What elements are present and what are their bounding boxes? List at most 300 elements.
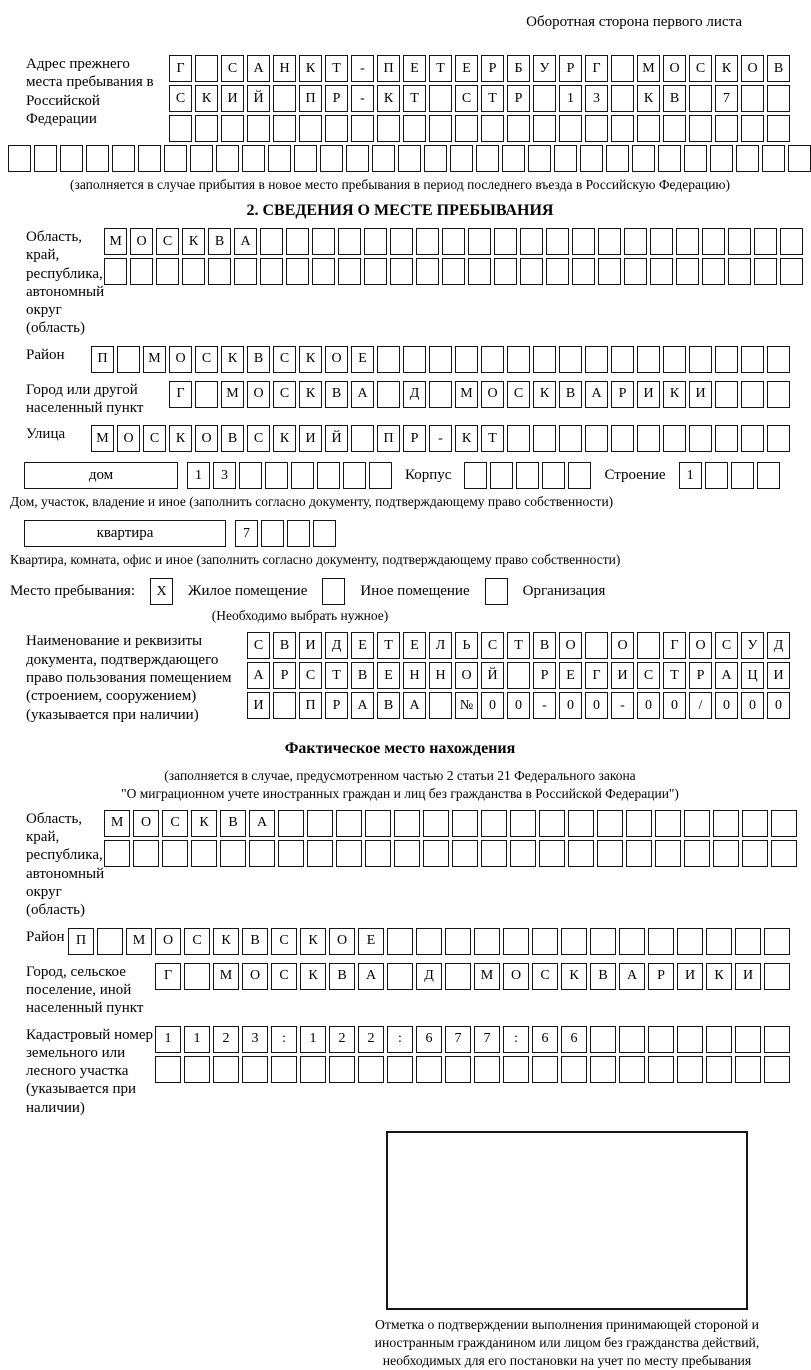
char-cell[interactable]: Е <box>351 632 374 659</box>
char-cell[interactable] <box>706 1056 732 1083</box>
char-cell[interactable]: Й <box>325 425 348 452</box>
char-cell[interactable]: К <box>299 381 322 408</box>
char-cell[interactable]: С <box>532 963 558 990</box>
char-cell[interactable]: Й <box>481 662 504 689</box>
char-cell[interactable]: Е <box>358 928 384 955</box>
char-cell[interactable]: О <box>503 963 529 990</box>
char-cell[interactable]: 3 <box>242 1026 268 1053</box>
char-cell[interactable] <box>705 462 728 489</box>
char-cell[interactable]: Ц <box>741 662 764 689</box>
char-cell[interactable]: О <box>155 928 181 955</box>
char-cell[interactable] <box>684 810 710 837</box>
char-cell[interactable] <box>503 928 529 955</box>
char-cell[interactable] <box>713 810 739 837</box>
char-cell[interactable]: А <box>585 381 608 408</box>
char-cell[interactable]: К <box>715 55 738 82</box>
char-cell[interactable] <box>637 425 660 452</box>
char-cell[interactable] <box>648 1026 674 1053</box>
char-cell[interactable] <box>191 840 217 867</box>
char-cell[interactable]: И <box>299 425 322 452</box>
char-cell[interactable]: Н <box>429 662 452 689</box>
char-cell[interactable] <box>677 1056 703 1083</box>
char-cell[interactable]: С <box>156 228 179 255</box>
char-cell[interactable] <box>452 840 478 867</box>
char-cell[interactable]: Г <box>585 662 608 689</box>
char-cell[interactable]: О <box>325 346 348 373</box>
char-cell[interactable]: 1 <box>184 1026 210 1053</box>
char-cell[interactable]: С <box>273 346 296 373</box>
char-cell[interactable] <box>507 662 530 689</box>
char-cell[interactable] <box>677 928 703 955</box>
char-cell[interactable]: С <box>162 810 188 837</box>
char-cell[interactable]: С <box>143 425 166 452</box>
char-cell[interactable]: 3 <box>213 462 236 489</box>
char-cell[interactable] <box>286 258 309 285</box>
char-cell[interactable]: 0 <box>559 692 582 719</box>
char-cell[interactable]: И <box>221 85 244 112</box>
char-cell[interactable]: О <box>689 632 712 659</box>
char-cell[interactable] <box>702 258 725 285</box>
char-cell[interactable]: Р <box>325 85 348 112</box>
char-cell[interactable] <box>771 840 797 867</box>
char-cell[interactable] <box>338 228 361 255</box>
char-cell[interactable] <box>242 1056 268 1083</box>
char-cell[interactable]: - <box>429 425 452 452</box>
char-cell[interactable] <box>387 1056 413 1083</box>
char-cell[interactable] <box>689 85 712 112</box>
char-cell[interactable] <box>220 840 246 867</box>
char-cell[interactable]: М <box>221 381 244 408</box>
char-cell[interactable]: 6 <box>532 1026 558 1053</box>
char-cell[interactable] <box>369 462 392 489</box>
char-cell[interactable]: К <box>169 425 192 452</box>
char-cell[interactable] <box>398 145 421 172</box>
char-cell[interactable]: 7 <box>715 85 738 112</box>
char-cell[interactable] <box>762 145 785 172</box>
char-cell[interactable]: Г <box>169 55 192 82</box>
char-cell[interactable]: 0 <box>637 692 660 719</box>
char-cell[interactable] <box>442 258 465 285</box>
char-cell[interactable] <box>351 425 374 452</box>
char-cell[interactable]: О <box>130 228 153 255</box>
char-cell[interactable] <box>278 840 304 867</box>
char-cell[interactable] <box>507 115 530 142</box>
char-cell[interactable]: В <box>767 55 790 82</box>
char-cell[interactable] <box>299 115 322 142</box>
char-cell[interactable]: Л <box>429 632 452 659</box>
char-cell[interactable] <box>216 145 239 172</box>
char-cell[interactable]: 7 <box>445 1026 471 1053</box>
char-cell[interactable]: В <box>590 963 616 990</box>
char-cell[interactable] <box>546 258 569 285</box>
char-cell[interactable] <box>377 346 400 373</box>
char-cell[interactable]: - <box>351 85 374 112</box>
char-cell[interactable] <box>242 145 265 172</box>
char-cell[interactable] <box>133 840 159 867</box>
char-cell[interactable]: 7 <box>235 520 258 547</box>
char-cell[interactable] <box>580 145 603 172</box>
char-cell[interactable]: В <box>273 632 296 659</box>
char-cell[interactable]: С <box>195 346 218 373</box>
char-cell[interactable] <box>741 115 764 142</box>
char-cell[interactable] <box>104 840 130 867</box>
char-cell[interactable]: С <box>299 662 322 689</box>
char-cell[interactable] <box>663 425 686 452</box>
char-cell[interactable] <box>632 145 655 172</box>
char-cell[interactable]: С <box>247 425 270 452</box>
char-cell[interactable] <box>754 228 777 255</box>
char-cell[interactable]: 2 <box>329 1026 355 1053</box>
char-cell[interactable] <box>663 115 686 142</box>
char-cell[interactable] <box>767 346 790 373</box>
char-cell[interactable] <box>260 258 283 285</box>
char-cell[interactable] <box>741 381 764 408</box>
char-cell[interactable] <box>273 115 296 142</box>
char-cell[interactable] <box>273 692 296 719</box>
char-cell[interactable] <box>387 963 413 990</box>
char-cell[interactable] <box>626 840 652 867</box>
char-cell[interactable] <box>329 1056 355 1083</box>
char-cell[interactable]: О <box>559 632 582 659</box>
char-cell[interactable] <box>676 258 699 285</box>
char-cell[interactable] <box>710 145 733 172</box>
char-cell[interactable] <box>372 145 395 172</box>
char-cell[interactable] <box>481 810 507 837</box>
char-cell[interactable] <box>533 346 556 373</box>
char-cell[interactable]: Е <box>403 632 426 659</box>
char-cell[interactable]: Г <box>585 55 608 82</box>
char-cell[interactable]: Д <box>325 632 348 659</box>
char-cell[interactable] <box>611 85 634 112</box>
char-cell[interactable]: М <box>126 928 152 955</box>
char-cell[interactable]: И <box>767 662 790 689</box>
char-cell[interactable] <box>619 1056 645 1083</box>
char-cell[interactable] <box>416 228 439 255</box>
char-cell[interactable] <box>528 145 551 172</box>
char-cell[interactable]: В <box>559 381 582 408</box>
char-cell[interactable] <box>568 840 594 867</box>
char-cell[interactable] <box>169 115 192 142</box>
char-cell[interactable] <box>597 810 623 837</box>
char-cell[interactable]: К <box>195 85 218 112</box>
char-cell[interactable]: Т <box>325 55 348 82</box>
char-cell[interactable]: С <box>271 928 297 955</box>
char-cell[interactable] <box>561 1056 587 1083</box>
char-cell[interactable] <box>365 810 391 837</box>
char-cell[interactable] <box>184 1056 210 1083</box>
char-cell[interactable] <box>539 810 565 837</box>
char-cell[interactable] <box>481 840 507 867</box>
char-cell[interactable]: 1 <box>155 1026 181 1053</box>
char-cell[interactable]: К <box>299 346 322 373</box>
char-cell[interactable] <box>650 228 673 255</box>
char-cell[interactable]: Т <box>403 85 426 112</box>
char-cell[interactable] <box>568 810 594 837</box>
char-cell[interactable] <box>394 810 420 837</box>
char-cell[interactable] <box>445 963 471 990</box>
char-cell[interactable]: И <box>735 963 761 990</box>
char-cell[interactable] <box>312 258 335 285</box>
char-cell[interactable]: 0 <box>741 692 764 719</box>
char-cell[interactable] <box>637 346 660 373</box>
char-cell[interactable]: А <box>234 228 257 255</box>
char-cell[interactable] <box>442 228 465 255</box>
char-cell[interactable]: 2 <box>358 1026 384 1053</box>
char-cell[interactable]: У <box>533 55 556 82</box>
char-cell[interactable]: Р <box>507 85 530 112</box>
char-cell[interactable]: 0 <box>481 692 504 719</box>
char-cell[interactable] <box>606 145 629 172</box>
char-cell[interactable]: К <box>706 963 732 990</box>
char-cell[interactable]: С <box>637 662 660 689</box>
char-cell[interactable] <box>735 928 761 955</box>
char-cell[interactable]: М <box>91 425 114 452</box>
char-cell[interactable]: В <box>329 963 355 990</box>
char-cell[interactable]: М <box>637 55 660 82</box>
char-cell[interactable] <box>390 258 413 285</box>
char-cell[interactable] <box>715 346 738 373</box>
char-cell[interactable] <box>476 145 499 172</box>
char-cell[interactable] <box>757 462 780 489</box>
char-cell[interactable]: А <box>619 963 645 990</box>
char-cell[interactable] <box>619 1026 645 1053</box>
char-cell[interactable]: П <box>377 425 400 452</box>
char-cell[interactable]: Н <box>273 55 296 82</box>
char-cell[interactable]: Д <box>416 963 442 990</box>
char-cell[interactable] <box>60 145 83 172</box>
char-cell[interactable] <box>706 1026 732 1053</box>
char-cell[interactable] <box>445 1056 471 1083</box>
char-cell[interactable]: 6 <box>561 1026 587 1053</box>
char-cell[interactable] <box>637 115 660 142</box>
char-cell[interactable] <box>291 462 314 489</box>
char-cell[interactable] <box>249 840 275 867</box>
char-cell[interactable] <box>8 145 31 172</box>
char-cell[interactable] <box>507 425 530 452</box>
char-cell[interactable] <box>598 228 621 255</box>
char-cell[interactable] <box>346 145 369 172</box>
char-cell[interactable] <box>468 258 491 285</box>
char-cell[interactable]: П <box>377 55 400 82</box>
char-cell[interactable] <box>572 258 595 285</box>
char-cell[interactable]: В <box>242 928 268 955</box>
char-cell[interactable]: А <box>247 55 270 82</box>
char-cell[interactable] <box>715 381 738 408</box>
char-cell[interactable]: В <box>351 662 374 689</box>
checkbox-residential[interactable]: X <box>150 578 173 605</box>
checkbox-organization[interactable] <box>485 578 508 605</box>
char-cell[interactable] <box>767 425 790 452</box>
char-cell[interactable]: Т <box>325 662 348 689</box>
char-cell[interactable] <box>208 258 231 285</box>
char-cell[interactable] <box>507 346 530 373</box>
char-cell[interactable] <box>424 145 447 172</box>
char-cell[interactable] <box>325 115 348 142</box>
char-cell[interactable] <box>619 928 645 955</box>
char-cell[interactable]: Т <box>663 662 686 689</box>
char-cell[interactable] <box>138 145 161 172</box>
char-cell[interactable]: Р <box>325 692 348 719</box>
char-cell[interactable] <box>300 1056 326 1083</box>
char-cell[interactable]: А <box>358 963 384 990</box>
char-cell[interactable]: Г <box>169 381 192 408</box>
char-cell[interactable]: П <box>299 692 322 719</box>
char-cell[interactable]: И <box>689 381 712 408</box>
char-cell[interactable]: В <box>533 632 556 659</box>
char-cell[interactable]: С <box>271 963 297 990</box>
char-cell[interactable]: Т <box>377 632 400 659</box>
char-cell[interactable]: К <box>663 381 686 408</box>
char-cell[interactable] <box>741 85 764 112</box>
char-cell[interactable]: О <box>133 810 159 837</box>
char-cell[interactable]: Р <box>559 55 582 82</box>
char-cell[interactable] <box>286 228 309 255</box>
char-cell[interactable] <box>112 145 135 172</box>
char-cell[interactable] <box>468 228 491 255</box>
char-cell[interactable] <box>590 1056 616 1083</box>
char-cell[interactable] <box>364 258 387 285</box>
char-cell[interactable] <box>307 840 333 867</box>
char-cell[interactable]: 0 <box>767 692 790 719</box>
char-cell[interactable]: С <box>689 55 712 82</box>
char-cell[interactable] <box>34 145 57 172</box>
char-cell[interactable]: И <box>637 381 660 408</box>
char-cell[interactable] <box>655 810 681 837</box>
char-cell[interactable] <box>728 258 751 285</box>
char-cell[interactable] <box>429 115 452 142</box>
char-cell[interactable] <box>490 462 513 489</box>
char-cell[interactable] <box>767 381 790 408</box>
char-cell[interactable] <box>195 381 218 408</box>
char-cell[interactable]: С <box>481 632 504 659</box>
char-cell[interactable] <box>742 840 768 867</box>
char-cell[interactable]: С <box>169 85 192 112</box>
char-cell[interactable] <box>184 963 210 990</box>
char-cell[interactable] <box>429 692 452 719</box>
char-cell[interactable]: П <box>91 346 114 373</box>
char-cell[interactable] <box>164 145 187 172</box>
char-cell[interactable]: С <box>247 632 270 659</box>
char-cell[interactable]: 0 <box>507 692 530 719</box>
char-cell[interactable] <box>423 810 449 837</box>
char-cell[interactable]: № <box>455 692 478 719</box>
char-cell[interactable] <box>268 145 291 172</box>
char-cell[interactable] <box>741 346 764 373</box>
char-cell[interactable] <box>416 258 439 285</box>
char-cell[interactable] <box>597 840 623 867</box>
char-cell[interactable]: О <box>481 381 504 408</box>
char-cell[interactable] <box>713 840 739 867</box>
char-cell[interactable] <box>377 381 400 408</box>
char-cell[interactable]: К <box>213 928 239 955</box>
char-cell[interactable]: С <box>507 381 530 408</box>
char-cell[interactable]: А <box>715 662 738 689</box>
char-cell[interactable] <box>247 115 270 142</box>
char-cell[interactable]: К <box>300 928 326 955</box>
char-cell[interactable]: Т <box>481 85 504 112</box>
char-cell[interactable] <box>502 145 525 172</box>
char-cell[interactable]: К <box>299 55 322 82</box>
char-cell[interactable] <box>117 346 140 373</box>
char-cell[interactable]: 1 <box>559 85 582 112</box>
char-cell[interactable] <box>307 810 333 837</box>
char-cell[interactable]: Е <box>455 55 478 82</box>
char-cell[interactable] <box>572 228 595 255</box>
char-cell[interactable] <box>624 258 647 285</box>
char-cell[interactable] <box>510 810 536 837</box>
char-cell[interactable]: : <box>503 1026 529 1053</box>
char-cell[interactable]: Т <box>481 425 504 452</box>
char-cell[interactable]: С <box>273 381 296 408</box>
char-cell[interactable] <box>598 258 621 285</box>
char-cell[interactable] <box>377 115 400 142</box>
char-cell[interactable] <box>780 258 803 285</box>
char-cell[interactable] <box>97 928 123 955</box>
char-cell[interactable]: Б <box>507 55 530 82</box>
char-cell[interactable] <box>590 928 616 955</box>
char-cell[interactable]: К <box>637 85 660 112</box>
char-cell[interactable]: А <box>351 692 374 719</box>
char-cell[interactable] <box>423 840 449 867</box>
char-cell[interactable]: У <box>741 632 764 659</box>
char-cell[interactable] <box>648 928 674 955</box>
char-cell[interactable]: 2 <box>213 1026 239 1053</box>
char-cell[interactable]: М <box>474 963 500 990</box>
char-cell[interactable]: 3 <box>585 85 608 112</box>
char-cell[interactable] <box>239 462 262 489</box>
char-cell[interactable]: Н <box>403 662 426 689</box>
char-cell[interactable] <box>445 928 471 955</box>
char-cell[interactable] <box>715 425 738 452</box>
char-cell[interactable] <box>494 228 517 255</box>
char-cell[interactable] <box>676 228 699 255</box>
char-cell[interactable]: М <box>213 963 239 990</box>
char-cell[interactable]: К <box>533 381 556 408</box>
char-cell[interactable]: Е <box>351 346 374 373</box>
char-cell[interactable] <box>516 462 539 489</box>
char-cell[interactable] <box>351 115 374 142</box>
char-cell[interactable] <box>520 258 543 285</box>
char-cell[interactable]: К <box>182 228 205 255</box>
char-cell[interactable] <box>735 1056 761 1083</box>
char-cell[interactable] <box>735 1026 761 1053</box>
char-cell[interactable]: В <box>377 692 400 719</box>
char-cell[interactable]: 1 <box>679 462 702 489</box>
char-cell[interactable] <box>611 346 634 373</box>
char-cell[interactable]: А <box>247 662 270 689</box>
char-cell[interactable] <box>764 1056 790 1083</box>
char-cell[interactable] <box>343 462 366 489</box>
char-cell[interactable] <box>561 928 587 955</box>
char-cell[interactable] <box>464 462 487 489</box>
char-cell[interactable] <box>626 810 652 837</box>
char-cell[interactable] <box>387 928 413 955</box>
char-cell[interactable]: И <box>299 632 322 659</box>
char-cell[interactable] <box>533 115 556 142</box>
char-cell[interactable]: П <box>299 85 322 112</box>
char-cell[interactable] <box>655 840 681 867</box>
char-cell[interactable]: М <box>143 346 166 373</box>
char-cell[interactable] <box>767 115 790 142</box>
char-cell[interactable]: Р <box>273 662 296 689</box>
char-cell[interactable]: Й <box>247 85 270 112</box>
char-cell[interactable] <box>546 228 569 255</box>
char-cell[interactable] <box>788 145 811 172</box>
char-cell[interactable] <box>365 840 391 867</box>
char-cell[interactable]: О <box>611 632 634 659</box>
char-cell[interactable]: - <box>351 55 374 82</box>
char-cell[interactable]: О <box>242 963 268 990</box>
